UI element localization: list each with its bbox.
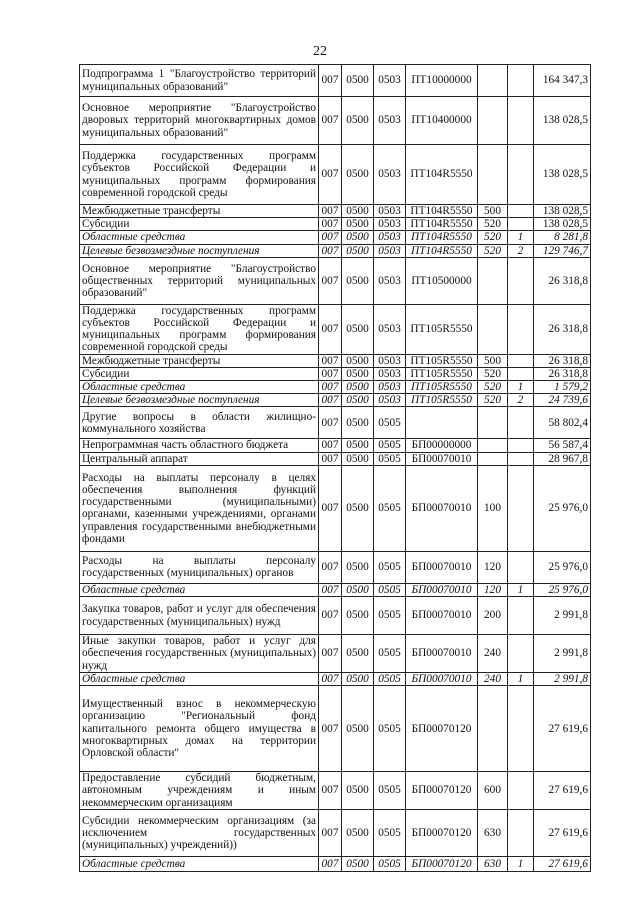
subsidy-code (508, 367, 534, 380)
subsidy-code: 1 (508, 231, 534, 244)
subsection-code: 0503 (374, 394, 406, 407)
subsection-code: 0503 (374, 205, 406, 218)
section-code: 0500 (342, 381, 374, 394)
subsection-code: 0505 (374, 597, 406, 635)
section-code: 0500 (342, 465, 374, 551)
row-name: Имущественный взнос в некоммерческую организацию "Региональный фонд капитального ремонта общего имущества в многоквартирных домах на территории Орловской области" (80, 686, 319, 772)
table-row (80, 583, 591, 596)
amount-value: 25 976,0 (534, 465, 591, 551)
row-name: Основное мероприятие "Благоустройство общественных территорий муниципальных образований" (80, 257, 319, 304)
target-article-code: ПТ104R5550 (406, 145, 478, 205)
ministry-code: 007 (319, 257, 342, 304)
subsidy-code (508, 439, 534, 452)
row-name: Субсидии (80, 367, 319, 380)
amount-value: 26 318,8 (534, 354, 591, 367)
table-row (80, 65, 591, 97)
budget-table-body (80, 65, 591, 872)
expense-type-code (478, 97, 508, 145)
row-name: Субсидии некоммерческим организациям (за исключением государственных (муниципальных) учреждений)) (80, 809, 319, 856)
row-name: Целевые безвозмездные поступления (80, 394, 319, 407)
expense-type-code: 200 (478, 597, 508, 635)
amount-value: 24 739,6 (534, 394, 591, 407)
expense-type-code (478, 65, 508, 97)
expense-type-code (478, 407, 508, 439)
subsection-code: 0505 (374, 551, 406, 583)
subsidy-code (508, 97, 534, 145)
ministry-code: 007 (319, 304, 342, 354)
table-row (80, 231, 591, 244)
table-row (80, 244, 591, 257)
row-name: Закупка товаров, работ и услуг для обеспечения государственных (муниципальных) нужд (80, 597, 319, 635)
subsection-code: 0505 (374, 686, 406, 772)
subsection-code: 0503 (374, 381, 406, 394)
subsection-code: 0503 (374, 257, 406, 304)
target-article-code: БП00070010 (406, 597, 478, 635)
subsidy-code (508, 257, 534, 304)
target-article-code: БП00070120 (406, 856, 478, 871)
subsidy-code (508, 145, 534, 205)
subsection-code: 0503 (374, 367, 406, 380)
row-name: Поддержка государственных программ субъектов Российской Федерации и муниципальных программ формирования современной городской среды (80, 145, 319, 205)
ministry-code: 007 (319, 635, 342, 673)
amount-value: 26 318,8 (534, 304, 591, 354)
ministry-code: 007 (319, 145, 342, 205)
amount-value: 138 028,5 (534, 218, 591, 231)
subsection-code: 0505 (374, 465, 406, 551)
section-code: 0500 (342, 407, 374, 439)
expense-type-code (478, 452, 508, 465)
subsection-code: 0503 (374, 65, 406, 97)
expense-type-code: 240 (478, 635, 508, 673)
expense-type-code (478, 439, 508, 452)
subsidy-code (508, 551, 534, 583)
row-name: Субсидии (80, 218, 319, 231)
section-code: 0500 (342, 439, 374, 452)
section-code: 0500 (342, 551, 374, 583)
row-name: Поддержка государственных программ субъектов Российской Федерации и муниципальных программ формирования современной городской среды (80, 304, 319, 354)
subsection-code: 0505 (374, 856, 406, 871)
ministry-code: 007 (319, 856, 342, 871)
target-article-code: ПТ105R5550 (406, 394, 478, 407)
ministry-code: 007 (319, 367, 342, 380)
subsidy-code (508, 809, 534, 856)
ministry-code: 007 (319, 244, 342, 257)
row-name: Предоставление субсидий бюджетным, автономным учреждениям и иным некоммерческим организациям (80, 772, 319, 810)
target-article-code: БП00000000 (406, 439, 478, 452)
ministry-code: 007 (319, 218, 342, 231)
target-article-code: БП00070010 (406, 452, 478, 465)
target-article-code: ПТ10000000 (406, 65, 478, 97)
target-article-code: БП00070120 (406, 772, 478, 810)
amount-value: 138 028,5 (534, 97, 591, 145)
target-article-code: ПТ104R5550 (406, 205, 478, 218)
amount-value: 25 976,0 (534, 583, 591, 596)
table-row (80, 145, 591, 205)
subsection-code: 0503 (374, 304, 406, 354)
expense-type-code: 520 (478, 218, 508, 231)
ministry-code: 007 (319, 407, 342, 439)
expense-type-code (478, 257, 508, 304)
section-code: 0500 (342, 367, 374, 380)
subsidy-code (508, 65, 534, 97)
target-article-code: БП00070010 (406, 673, 478, 686)
subsection-code: 0503 (374, 218, 406, 231)
subsidy-code (508, 597, 534, 635)
row-name: Основное мероприятие "Благоустройство дворовых территорий многоквартирных домов муниципальных образований" (80, 97, 319, 145)
row-name: Областные средства (80, 381, 319, 394)
expense-type-code: 120 (478, 583, 508, 596)
subsection-code: 0505 (374, 407, 406, 439)
subsection-code: 0503 (374, 145, 406, 205)
expense-type-code: 630 (478, 809, 508, 856)
amount-value: 56 587,4 (534, 439, 591, 452)
subsection-code: 0503 (374, 231, 406, 244)
expense-type-code (478, 304, 508, 354)
amount-value: 2 991,8 (534, 635, 591, 673)
subsidy-code (508, 205, 534, 218)
amount-value: 164 347,3 (534, 65, 591, 97)
table-row (80, 452, 591, 465)
expense-type-code (478, 145, 508, 205)
target-article-code: ПТ104R5550 (406, 218, 478, 231)
ministry-code: 007 (319, 673, 342, 686)
section-code: 0500 (342, 673, 374, 686)
table-row (80, 257, 591, 304)
subsidy-code (508, 354, 534, 367)
section-code: 0500 (342, 354, 374, 367)
amount-value: 26 318,8 (534, 367, 591, 380)
row-name: Расходы на выплаты персоналу в целях обеспечения выполнения функций государственными (муниципальными) органами, казенными учреждениями, органами управления государственными внебюджетными фондами (80, 465, 319, 551)
table-row (80, 407, 591, 439)
subsidy-code (508, 465, 534, 551)
table-row (80, 686, 591, 772)
amount-value: 138 028,5 (534, 145, 591, 205)
table-row (80, 465, 591, 551)
table-row (80, 809, 591, 856)
amount-value: 2 991,8 (534, 597, 591, 635)
subsidy-code (508, 686, 534, 772)
subsection-code: 0505 (374, 809, 406, 856)
table-row (80, 597, 591, 635)
row-name: Областные средства (80, 231, 319, 244)
row-name: Иные закупки товаров, работ и услуг для обеспечения государственных (муниципальных) нужд (80, 635, 319, 673)
section-code: 0500 (342, 257, 374, 304)
page-number: 22 (313, 44, 327, 59)
table-row (80, 304, 591, 354)
section-code: 0500 (342, 244, 374, 257)
amount-value: 27 619,6 (534, 809, 591, 856)
row-name: Расходы на выплаты персоналу государственных (муниципальных) органов (80, 551, 319, 583)
section-code: 0500 (342, 231, 374, 244)
table-row (80, 856, 591, 871)
subsection-code: 0505 (374, 583, 406, 596)
section-code: 0500 (342, 686, 374, 772)
budget-table (79, 64, 591, 872)
subsection-code: 0505 (374, 439, 406, 452)
subsidy-code: 1 (508, 381, 534, 394)
ministry-code: 007 (319, 583, 342, 596)
target-article-code: ПТ105R5550 (406, 354, 478, 367)
table-row (80, 205, 591, 218)
section-code: 0500 (342, 452, 374, 465)
row-name: Областные средства (80, 583, 319, 596)
subsidy-code: 2 (508, 244, 534, 257)
ministry-code: 007 (319, 809, 342, 856)
section-code: 0500 (342, 856, 374, 871)
target-article-code: ПТ105R5550 (406, 367, 478, 380)
section-code: 0500 (342, 65, 374, 97)
ministry-code: 007 (319, 394, 342, 407)
ministry-code: 007 (319, 97, 342, 145)
target-article-code: ПТ105R5550 (406, 381, 478, 394)
table-row (80, 772, 591, 810)
subsidy-code (508, 218, 534, 231)
amount-value: 1 579,2 (534, 381, 591, 394)
table-row (80, 97, 591, 145)
row-name: Областные средства (80, 856, 319, 871)
target-article-code: ПТ104R5550 (406, 231, 478, 244)
subsection-code: 0505 (374, 452, 406, 465)
target-article-code: БП00070010 (406, 583, 478, 596)
subsidy-code: 1 (508, 583, 534, 596)
expense-type-code: 120 (478, 551, 508, 583)
ministry-code: 007 (319, 772, 342, 810)
ministry-code: 007 (319, 354, 342, 367)
subsidy-code (508, 452, 534, 465)
subsidy-code (508, 772, 534, 810)
subsection-code: 0505 (374, 772, 406, 810)
target-article-code: ПТ105R5550 (406, 304, 478, 354)
amount-value: 27 619,6 (534, 686, 591, 772)
section-code: 0500 (342, 145, 374, 205)
section-code: 0500 (342, 97, 374, 145)
subsidy-code: 1 (508, 856, 534, 871)
table-row (80, 394, 591, 407)
expense-type-code: 500 (478, 205, 508, 218)
amount-value: 8 281,8 (534, 231, 591, 244)
subsidy-code (508, 407, 534, 439)
amount-value: 58 802,4 (534, 407, 591, 439)
target-article-code: БП00070120 (406, 809, 478, 856)
expense-type-code: 240 (478, 673, 508, 686)
target-article-code: ПТ10500000 (406, 257, 478, 304)
amount-value: 27 619,6 (534, 856, 591, 871)
target-article-code: БП00070010 (406, 551, 478, 583)
ministry-code: 007 (319, 205, 342, 218)
ministry-code: 007 (319, 551, 342, 583)
amount-value: 138 028,5 (534, 205, 591, 218)
table-row (80, 367, 591, 380)
amount-value: 25 976,0 (534, 551, 591, 583)
expense-type-code: 100 (478, 465, 508, 551)
section-code: 0500 (342, 218, 374, 231)
expense-type-code: 520 (478, 231, 508, 244)
row-name: Непрограммная часть областного бюджета (80, 439, 319, 452)
target-article-code: БП00070120 (406, 686, 478, 772)
target-article-code: ПТ10400000 (406, 97, 478, 145)
ministry-code: 007 (319, 465, 342, 551)
expense-type-code: 520 (478, 381, 508, 394)
target-article-code: ПТ104R5550 (406, 244, 478, 257)
target-article-code (406, 407, 478, 439)
amount-value: 26 318,8 (534, 257, 591, 304)
section-code: 0500 (342, 394, 374, 407)
section-code: 0500 (342, 205, 374, 218)
amount-value: 27 619,6 (534, 772, 591, 810)
expense-type-code: 500 (478, 354, 508, 367)
subsection-code: 0503 (374, 97, 406, 145)
subsection-code: 0505 (374, 635, 406, 673)
ministry-code: 007 (319, 381, 342, 394)
subsidy-code: 1 (508, 673, 534, 686)
table-row (80, 635, 591, 673)
table-row (80, 673, 591, 686)
table-row (80, 354, 591, 367)
target-article-code: БП00070010 (406, 465, 478, 551)
row-name: Межбюджетные трансферты (80, 205, 319, 218)
row-name: Целевые безвозмездные поступления (80, 244, 319, 257)
ministry-code: 007 (319, 597, 342, 635)
amount-value: 129 746,7 (534, 244, 591, 257)
table-row (80, 218, 591, 231)
target-article-code: БП00070010 (406, 635, 478, 673)
subsidy-code: 2 (508, 394, 534, 407)
ministry-code: 007 (319, 231, 342, 244)
ministry-code: 007 (319, 686, 342, 772)
table-row (80, 381, 591, 394)
ministry-code: 007 (319, 65, 342, 97)
row-name: Другие вопросы в области жилищно-коммунального хозяйства (80, 407, 319, 439)
expense-type-code: 600 (478, 772, 508, 810)
ministry-code: 007 (319, 439, 342, 452)
section-code: 0500 (342, 635, 374, 673)
subsidy-code (508, 304, 534, 354)
table-row (80, 551, 591, 583)
row-name: Подпрограмма 1 "Благоустройство территорий муниципальных образований" (80, 65, 319, 97)
section-code: 0500 (342, 304, 374, 354)
expense-type-code (478, 686, 508, 772)
amount-value: 28 967,8 (534, 452, 591, 465)
subsection-code: 0503 (374, 244, 406, 257)
row-name: Центральный аппарат (80, 452, 319, 465)
table-row (80, 439, 591, 452)
expense-type-code: 630 (478, 856, 508, 871)
section-code: 0500 (342, 583, 374, 596)
subsection-code: 0503 (374, 354, 406, 367)
ministry-code: 007 (319, 452, 342, 465)
amount-value: 2 991,8 (534, 673, 591, 686)
section-code: 0500 (342, 772, 374, 810)
expense-type-code: 520 (478, 367, 508, 380)
row-name: Областные средства (80, 673, 319, 686)
section-code: 0500 (342, 597, 374, 635)
expense-type-code: 520 (478, 244, 508, 257)
subsection-code: 0505 (374, 673, 406, 686)
row-name: Межбюджетные трансферты (80, 354, 319, 367)
expense-type-code: 520 (478, 394, 508, 407)
section-code: 0500 (342, 809, 374, 856)
subsidy-code (508, 635, 534, 673)
